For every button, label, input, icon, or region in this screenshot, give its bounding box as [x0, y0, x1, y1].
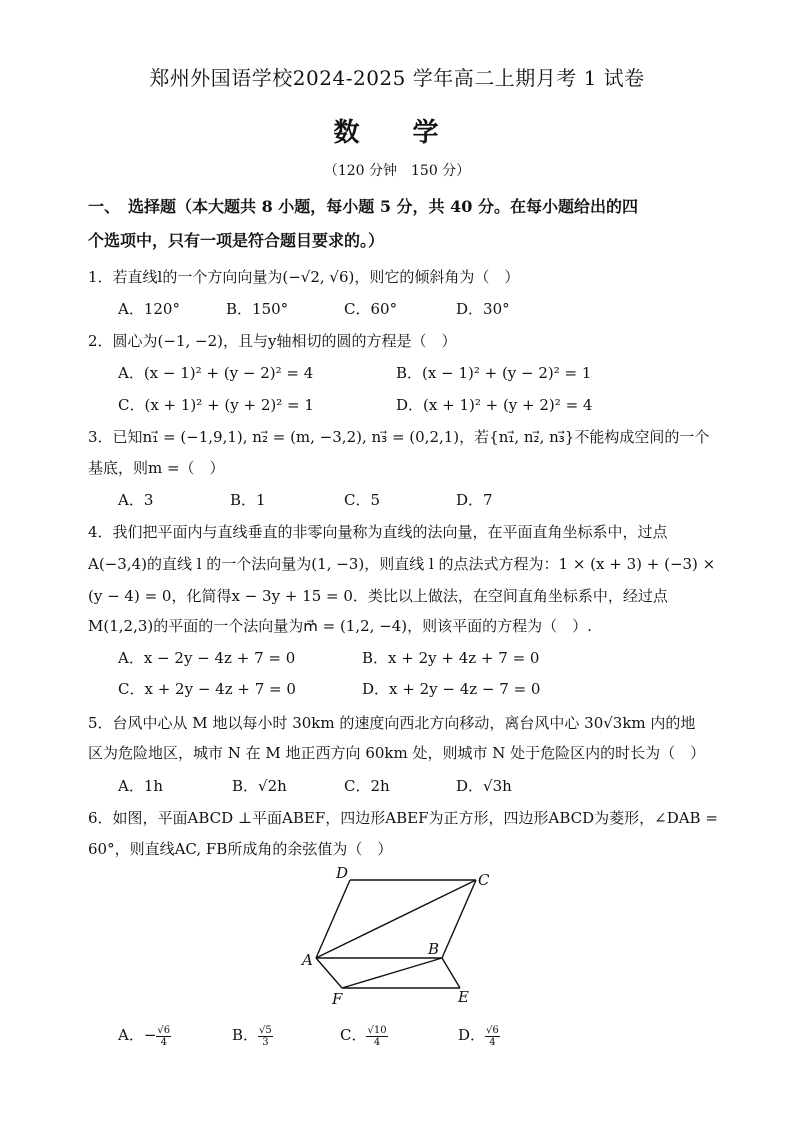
q6-option-d — [458, 1024, 500, 1048]
q6-option-a-numerator: √6 — [157, 1024, 171, 1036]
q4-option-b: B．x + 2y + 4z + 7 = 0 — [362, 649, 540, 667]
q5-stem-line1: 5．台风中心从 M 地以每小时 30km 的速度向西北方向移动，离台风中心 30√3km 内的地 — [88, 714, 696, 732]
q6-option-a-prefix: A．− — [118, 1026, 157, 1044]
label-c: C — [478, 871, 490, 889]
exam-title: 郑州外国语学校2024-2025 学年高二上期月考 1 试卷 — [149, 66, 645, 90]
q6-option-b-fraction — [258, 1025, 273, 1048]
q4-stem-line2: A(−3,4)的直线 l 的一个法向量为(1, −3)，则直线 l 的点法式方程为：1 × (x + 3) + (−3) × — [88, 555, 716, 573]
q3-option-a: A．3 — [118, 491, 154, 509]
q4-stem-line3: (y − 4) = 0，化简得x − 3y + 15 = 0．类比以上做法，在空间直角坐标系中，经过点 — [88, 587, 668, 605]
q3-option-b: B．1 — [230, 491, 266, 509]
q3-stem-line2: 基底，则m =（ ） — [88, 459, 225, 477]
q2-stem: 2．圆心为(−1, −2)，且与y轴相切的圆的方程是（ ） — [88, 332, 457, 350]
q6-option-d-denominator: 4 — [489, 1036, 496, 1048]
q1-stem: 1．若直线l的一个方向向量为(−√2, √6)，则它的倾斜角为（ ） — [88, 268, 520, 286]
geometry-figure — [300, 862, 500, 1012]
section-heading — [88, 190, 718, 258]
q5-option-c: C．2h — [344, 777, 390, 795]
q6-option-c-numerator: √10 — [367, 1024, 387, 1036]
q6-option-a-fraction — [156, 1025, 171, 1048]
q5-option-b: B．√2h — [232, 777, 287, 795]
q1-option-a: A．120° — [118, 300, 180, 318]
edge-cb — [442, 880, 476, 958]
q6-option-c-denominator: 4 — [373, 1036, 381, 1048]
q4-stem-line1: 4．我们把平面内与直线垂直的非零向量称为直线的法向量，在平面直角坐标系中，过点 — [88, 523, 668, 541]
label-f: F — [332, 990, 343, 1008]
q6-option-d-fraction — [485, 1025, 500, 1048]
q2-option-b: B．(x − 1)² + (y − 2)² = 1 — [396, 364, 592, 382]
label-a: A — [302, 951, 313, 969]
q3-option-d: D．7 — [456, 491, 493, 509]
q6-option-c-fraction — [366, 1025, 387, 1048]
q6-stem-line2: 60°，则直线AC, FB所成角的余弦值为（ ） — [88, 840, 393, 858]
q6-option-b-numerator: √5 — [259, 1024, 272, 1036]
subject-title: 数 学 — [333, 118, 461, 148]
q1-option-c: C．60° — [344, 300, 398, 318]
q6-option-b-denominator: 3 — [262, 1036, 269, 1048]
q4-stem-line4: M(1,2,3)的平面的一个法向量为m⃗ = (1,2, −4)，则该平面的方程为（ ）. — [88, 617, 592, 635]
q6-option-c-prefix: C． — [340, 1026, 367, 1044]
exam-duration: （120 分钟 150 分） — [323, 163, 471, 179]
q2-option-a: A．(x − 1)² + (y − 2)² = 4 — [118, 364, 314, 382]
q3-stem-line1: 3．已知n₁⃗ = (−1,9,1), n₂⃗ = (m, −3,2), n₃⃗ = (0,2,1)，若{n₁⃗, n₂⃗, n₃⃗}不能构成空间的一个 — [88, 428, 710, 446]
label-d: D — [336, 864, 349, 882]
edge-da — [316, 880, 350, 958]
q4-option-c: C．x + 2y − 4z + 7 = 0 — [118, 680, 296, 698]
q6-option-b-prefix: B． — [232, 1026, 259, 1044]
q1-option-d: D．30° — [456, 300, 510, 318]
label-e: E — [458, 988, 469, 1006]
q6-option-a-denominator: 4 — [160, 1036, 167, 1048]
q6-option-d-prefix: D． — [458, 1026, 486, 1044]
q4-option-a: A．x − 2y − 4z + 7 = 0 — [118, 649, 296, 667]
q1-option-b: B．150° — [226, 300, 289, 318]
diagonal-fb — [342, 958, 442, 988]
q2-option-d: D．(x + 1)² + (y + 2)² = 4 — [396, 396, 593, 414]
diagonal-ac — [316, 880, 476, 958]
q5-stem-line2: 区为危险地区，城市 N 在 M 地正西方向 60km 处，则城市 N 处于危险区内的时长为（ ） — [88, 744, 706, 762]
section-heading-line1: 一、 选择题（本大题共 8 小题，每小题 5 分，共 40 分。在每小题给出的四 — [88, 197, 638, 216]
q2-option-c: C．(x + 1)² + (y + 2)² = 1 — [118, 396, 314, 414]
edge-be — [442, 958, 460, 988]
section-heading-line2: 个选项中，只有一项是符合题目要求的。） — [88, 231, 385, 250]
edge-af — [316, 958, 342, 988]
q5-option-d: D．√3h — [456, 777, 512, 795]
q6-option-c — [340, 1024, 388, 1048]
q5-option-a: A．1h — [118, 777, 164, 795]
q4-option-d: D．x + 2y − 4z − 7 = 0 — [362, 680, 541, 698]
q6-option-b — [232, 1024, 273, 1048]
q6-stem-line1: 6．如图，平面ABCD ⊥平面ABEF，四边形ABEF为正方形，四边形ABCD为菱形，∠DAB = — [88, 809, 718, 827]
q6-option-d-numerator: √6 — [486, 1024, 499, 1036]
q3-option-c: C．5 — [344, 491, 381, 509]
q6-option-a — [118, 1024, 171, 1048]
label-b: B — [428, 940, 440, 958]
